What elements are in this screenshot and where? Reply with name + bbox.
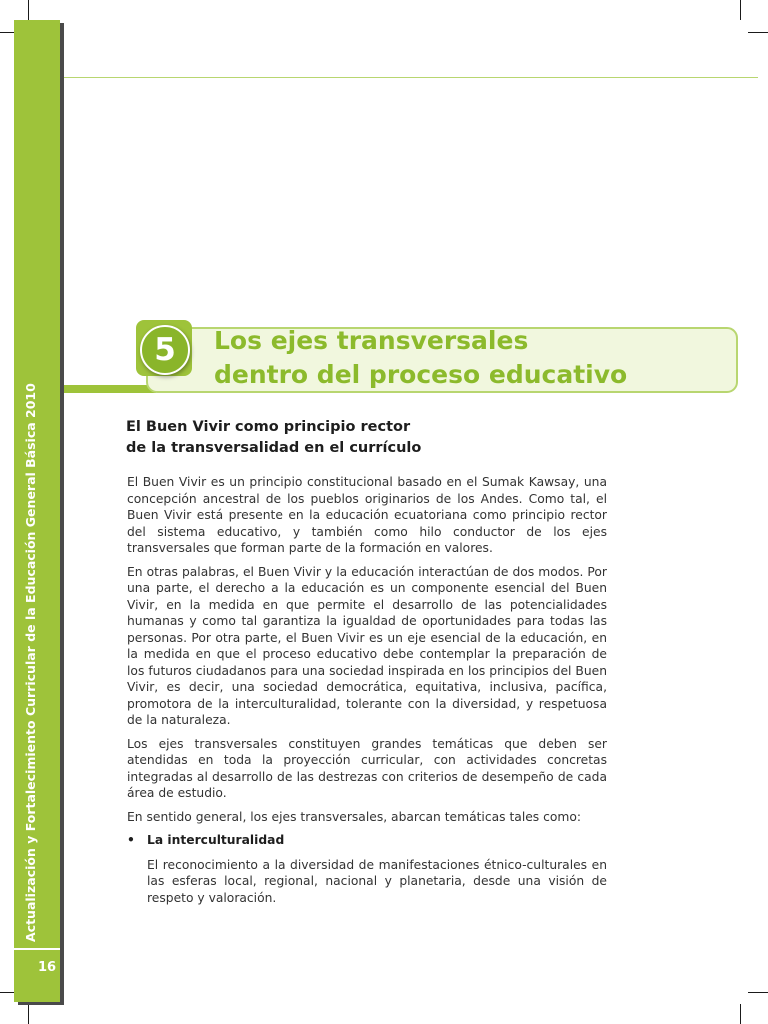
body-paragraph-4: En sentido general, los ejes transversales, abarcan temáticas tales como: [127,809,582,824]
bullet-text: El reconocimiento a la diversidad de manifestaciones étnico-culturales en las esferas local, regional, nacional y planetaria, desde una visión de respeto y valoración. [147,857,607,905]
sidebar-title: Actualización y Fortalecimiento Curricular de la Educación General Básica 2010 [23,383,38,942]
section-title-line1: El Buen Vivir como principio rector [126,419,411,435]
body-content [127,474,607,913]
header-accent-rule [64,385,156,393]
chapter-title [214,324,734,392]
section-title-line2: de la transversalidad en el currículo [126,440,422,456]
crop-mark [748,992,768,993]
crop-mark [28,1004,29,1024]
bullet-item-interculturalidad [127,832,607,849]
body-paragraph-2: En otras palabras, el Buen Vivir y la educación interactúan de dos modos. Por una parte, el derecho a la educación es un componente esencial del Buen Vivir, en la medida en que permite el desarrollo de las potencialidades humanas y como tal garantiza la igualdad de oportunidades para todas las personas. Por otra parte, el Buen Vivir es un eje esencial de la educación, en la medida en que el proceso educativo debe contemplar la preparación de los futuros ciudadanos para una sociedad inspirada en los principios del Buen Vivir, es decir, una sociedad democrática, equitativa, inclusiva, pacífica, promotora de la interculturalidad, tolerante con la diversidad, y respetuosa de la naturaleza. [127,564,607,727]
crop-mark [28,0,29,20]
body-paragraph-1: El Buen Vivir es un principio constitucional basado en el Sumak Kawsay, una concepción ancestral de los pueblos originarios de los Andes. Como tal, el Buen Vivir está presente en la educación ecuatoriana como principio rector del sistema educativo, y también como hilo conductor de los ejes transversales que forman parte de la formación en valores. [127,475,607,555]
chapter-title-line2: dentro del proceso educativo [214,360,628,389]
bullet-title: La interculturalidad [147,833,285,847]
bullet-dot: • [127,833,135,847]
body-paragraph-3: Los ejes transversales constituyen grandes temáticas que deben ser atendidas en toda la proyección curricular, con actividades concretas integradas al desarrollo de las destrezas con criterios de desempeño de cada área de estudio. [127,736,607,800]
chapter-number: 5 [140,325,190,375]
page-number: 16 [38,960,57,975]
crop-mark [740,0,741,20]
chapter-title-line1: Los ejes transversales [214,326,529,355]
top-rule [64,77,758,78]
crop-mark [740,1004,741,1024]
crop-mark [748,32,768,33]
page-number-box [14,948,60,1002]
section-title [126,417,596,459]
